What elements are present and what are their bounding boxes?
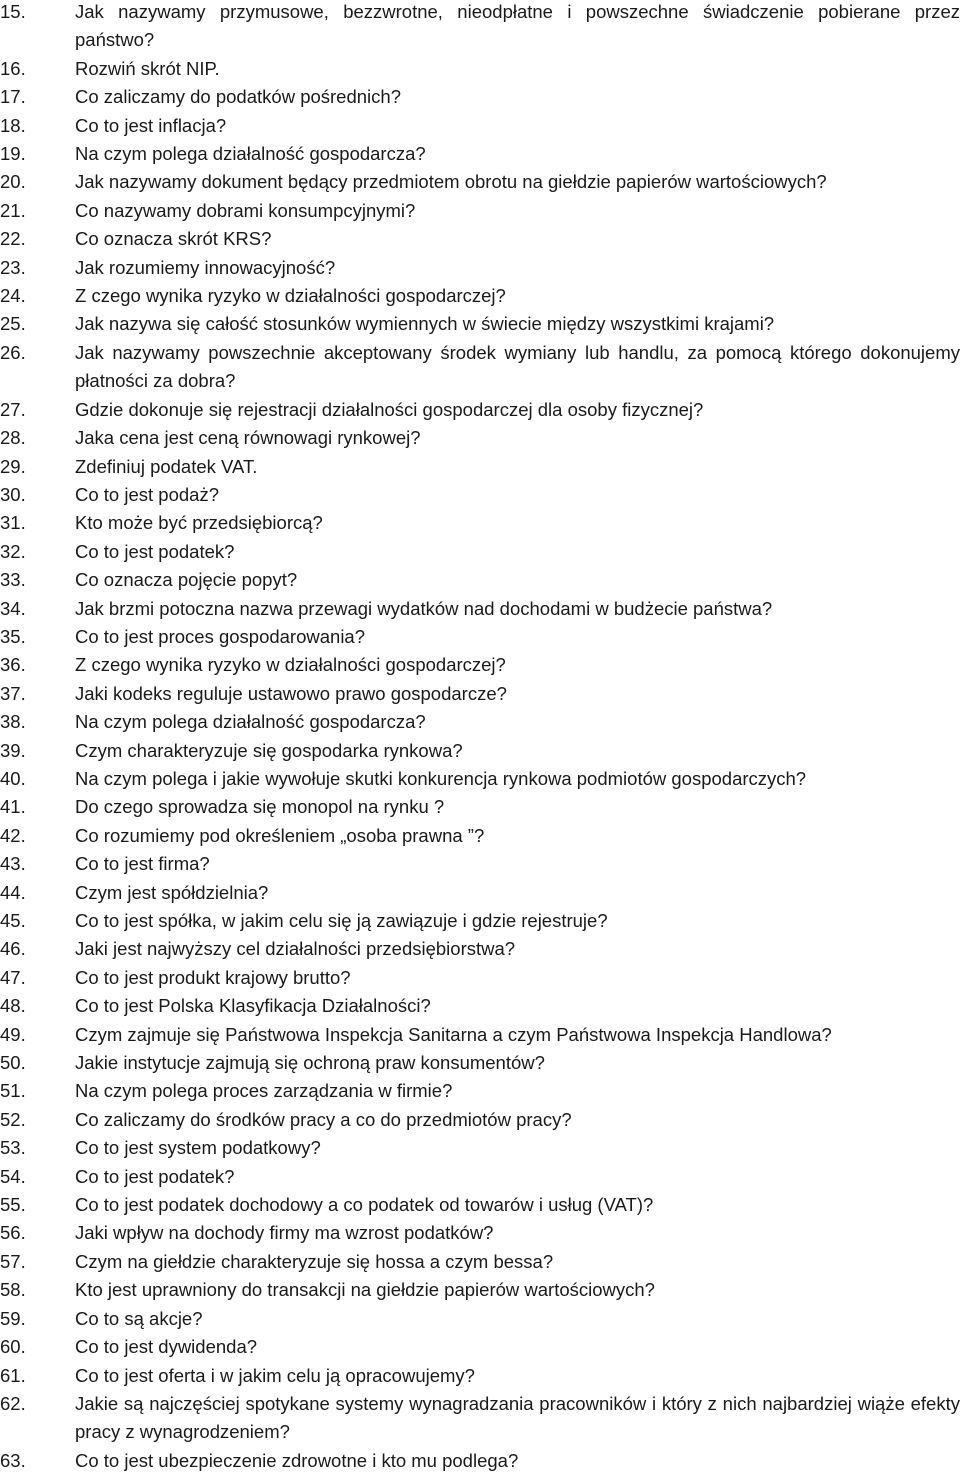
question-item <box>0 424 960 452</box>
question-number: 28. <box>0 427 26 449</box>
question-item <box>0 708 960 736</box>
question-item <box>0 83 960 111</box>
question-text: Jak nazywamy przymusowe, bezzwrotne, nieodpłatne i powszechne świadczenie pobierane przez państwo? <box>75 1 960 51</box>
question-item <box>0 1134 960 1162</box>
question-number: 53. <box>0 1137 26 1159</box>
question-number: 16. <box>0 57 26 79</box>
question-text: Z czego wynika ryzyko w działalności gospodarczej? <box>75 654 506 676</box>
question-number: 61. <box>0 1364 26 1386</box>
question-number: 45. <box>0 910 26 931</box>
question-text: Co to jest spółka, w jakim celu się ją zawiązuje i gdzie rejestruje? <box>75 910 608 931</box>
question-number: 58. <box>0 1279 26 1301</box>
question-item <box>0 1390 960 1447</box>
question-item <box>0 595 960 623</box>
question-number: 18. <box>0 114 26 136</box>
question-text: Co zaliczamy do środków pracy a co do przedmiotów pracy? <box>75 1108 572 1130</box>
question-number: 57. <box>0 1250 26 1272</box>
question-item <box>0 1333 960 1361</box>
question-text: Na czym polega działalność gospodarcza? <box>75 143 426 165</box>
question-number: 36. <box>0 654 26 676</box>
question-item <box>0 907 960 935</box>
question-text: Czym na giełdzie charakteryzuje się hossa a czym bessa? <box>75 1250 554 1272</box>
question-item <box>0 481 960 509</box>
question-text: Jaki kodeks reguluje ustawowo prawo gospodarcze? <box>75 682 507 704</box>
question-text: Co to są akcje? <box>75 1307 203 1329</box>
question-item <box>0 1219 960 1247</box>
question-item <box>0 1276 960 1304</box>
question-number: 23. <box>0 256 26 278</box>
question-item <box>0 822 960 850</box>
question-text: Kto jest uprawniony do transakcji na giełdzie papierów wartościowych? <box>75 1279 655 1301</box>
question-number: 48. <box>0 995 26 1017</box>
question-item <box>0 140 960 168</box>
question-item <box>0 1191 960 1219</box>
question-number: 30. <box>0 483 26 505</box>
question-text: Co to jest podatek dochodowy a co podatek od towarów i usług (VAT)? <box>75 1194 654 1216</box>
question-number: 20. <box>0 171 26 193</box>
question-text: Czym zajmuje się Państwowa Inspekcja Sanitarna a czym Państwowa Inspekcja Handlowa? <box>75 1023 832 1045</box>
question-item <box>0 1021 960 1049</box>
question-item <box>0 737 960 765</box>
question-text: Co to jest produkt krajowy brutto? <box>75 966 351 988</box>
question-item <box>0 1362 960 1390</box>
question-text: Jaki wpływ na dochody firmy ma wzrost podatków? <box>75 1222 494 1244</box>
question-item <box>0 112 960 140</box>
question-text: Gdzie dokonuje się rejestracji działalności gospodarczej dla osoby fizycznej? <box>75 398 704 420</box>
question-text: Co to jest podaż? <box>75 483 219 505</box>
question-item <box>0 310 960 338</box>
question-item <box>0 1447 960 1475</box>
question-text: Co to jest dywidenda? <box>75 1336 258 1358</box>
question-text: Do czego sprowadza się monopol na rynku ? <box>75 796 445 818</box>
question-text: Na czym polega działalność gospodarcza? <box>75 711 426 733</box>
question-item <box>0 1248 960 1276</box>
question-item <box>0 566 960 594</box>
question-item <box>0 509 960 537</box>
question-text: Co to jest podatek? <box>75 1165 235 1187</box>
question-number: 21. <box>0 199 26 221</box>
question-number: 43. <box>0 853 26 875</box>
question-text: Co oznacza skrót KRS? <box>75 228 272 250</box>
question-text: Jaka cena jest ceną równowagi rynkowej? <box>75 427 421 449</box>
question-number: 37. <box>0 682 26 704</box>
question-item <box>0 992 960 1020</box>
question-item <box>0 1305 960 1333</box>
question-text: Jak nazywamy powszechnie akceptowany środek wymiany lub handlu, za pomocą którego dokonujemy płatności za dobra? <box>75 341 960 392</box>
question-number: 51. <box>0 1080 26 1102</box>
question-number: 47. <box>0 966 26 988</box>
question-item <box>0 623 960 651</box>
question-text: Co to jest firma? <box>75 853 210 875</box>
question-number: 29. <box>0 455 26 477</box>
question-item <box>0 225 960 253</box>
question-number: 55. <box>0 1194 26 1216</box>
question-number: 42. <box>0 824 26 846</box>
question-item <box>0 538 960 566</box>
question-number: 19. <box>0 143 26 165</box>
question-text: Co to jest podatek? <box>75 540 235 562</box>
question-text: Rozwiń skrót NIP. <box>75 57 220 79</box>
question-number: 44. <box>0 881 26 903</box>
question-item <box>0 1049 960 1077</box>
question-number: 35. <box>0 625 26 647</box>
question-item <box>0 793 960 821</box>
question-number: 40. <box>0 767 26 789</box>
question-number: 59. <box>0 1307 26 1329</box>
question-text: Jakie są najczęściej spotykane systemy wynagradzania pracowników i który z nich najbardziej wiąże efekty pracy z wynagrodzeniem? <box>75 1392 960 1443</box>
question-number: 33. <box>0 569 26 591</box>
question-item <box>0 964 960 992</box>
question-number: 52. <box>0 1108 26 1130</box>
question-text: Jak nazywamy dokument będący przedmiotem obrotu na giełdzie papierów wartościowych? <box>75 171 827 193</box>
question-text: Co to jest ubezpieczenie zdrowotne i kto mu podlega? <box>75 1449 519 1471</box>
question-item <box>0 282 960 310</box>
question-item <box>0 879 960 907</box>
question-text: Jak brzmi potoczna nazwa przewagi wydatków nad dochodami w budżecie państwa? <box>75 597 773 619</box>
question-text: Co to jest Polska Klasyfikacja Działalności? <box>75 995 431 1017</box>
question-number: 26. <box>0 341 26 363</box>
question-text: Na czym polega i jakie wywołuje skutki konkurencja rynkowa podmiotów gospodarczych? <box>75 767 807 789</box>
question-number: 38. <box>0 711 26 733</box>
question-item <box>0 0 960 55</box>
question-item <box>0 1163 960 1191</box>
question-text: Czym jest spółdzielnia? <box>75 881 269 903</box>
question-number: 24. <box>0 285 26 307</box>
question-item <box>0 339 960 396</box>
question-item <box>0 254 960 282</box>
question-number: 25. <box>0 313 26 335</box>
question-text: Co to jest proces gospodarowania? <box>75 625 366 647</box>
question-item <box>0 680 960 708</box>
question-text: Na czym polega proces zarządzania w firmie? <box>75 1080 453 1102</box>
question-item <box>0 651 960 679</box>
question-item <box>0 197 960 225</box>
question-item <box>0 453 960 481</box>
question-number: 34. <box>0 597 26 619</box>
question-number: 39. <box>0 739 26 761</box>
question-text: Czym charakteryzuje się gospodarka rynkowa? <box>75 739 463 761</box>
question-item <box>0 850 960 878</box>
question-number: 49. <box>0 1023 26 1045</box>
question-item <box>0 1077 960 1105</box>
question-number: 27. <box>0 398 26 420</box>
question-text: Zdefiniuj podatek VAT. <box>75 455 258 477</box>
question-number: 62. <box>0 1392 26 1414</box>
question-text: Jaki jest najwyższy cel działalności przedsiębiorstwa? <box>75 938 516 960</box>
question-number: 46. <box>0 938 26 960</box>
question-text: Co rozumiemy pod określeniem „osoba prawna ”? <box>75 824 485 846</box>
question-item <box>0 935 960 963</box>
question-text: Jak nazywa się całość stosunków wymiennych w świecie między wszystkimi krajami? <box>75 313 775 335</box>
question-item <box>0 55 960 83</box>
question-text: Jakie instytucje zajmują się ochroną praw konsumentów? <box>75 1052 545 1074</box>
question-number: 54. <box>0 1165 26 1187</box>
question-number: 50. <box>0 1052 26 1074</box>
question-text: Co nazywamy dobrami konsumpcyjnymi? <box>75 199 416 221</box>
question-number: 31. <box>0 512 26 534</box>
question-item <box>0 396 960 424</box>
question-text: Co to jest system podatkowy? <box>75 1137 321 1159</box>
question-number: 63. <box>0 1449 26 1471</box>
question-text: Jak rozumiemy innowacyjność? <box>75 256 336 278</box>
question-text: Z czego wynika ryzyko w działalności gospodarczej? <box>75 285 506 307</box>
question-text: Co to jest inflacja? <box>75 114 227 136</box>
question-number: 60. <box>0 1336 26 1358</box>
question-number: 17. <box>0 86 26 108</box>
question-number: 56. <box>0 1222 26 1244</box>
question-text: Co to jest oferta i w jakim celu ją opracowujemy? <box>75 1364 475 1386</box>
question-item <box>0 1106 960 1134</box>
question-text: Co oznacza pojęcie popyt? <box>75 569 298 591</box>
question-text: Kto może być przedsiębiorcą? <box>75 512 323 534</box>
question-text: Co zaliczamy do podatków pośrednich? <box>75 86 401 108</box>
question-number: 32. <box>0 540 26 562</box>
question-item <box>0 765 960 793</box>
question-number: 22. <box>0 228 26 250</box>
question-number: 41. <box>0 796 26 818</box>
question-number: 15. <box>0 1 26 22</box>
question-item <box>0 168 960 196</box>
